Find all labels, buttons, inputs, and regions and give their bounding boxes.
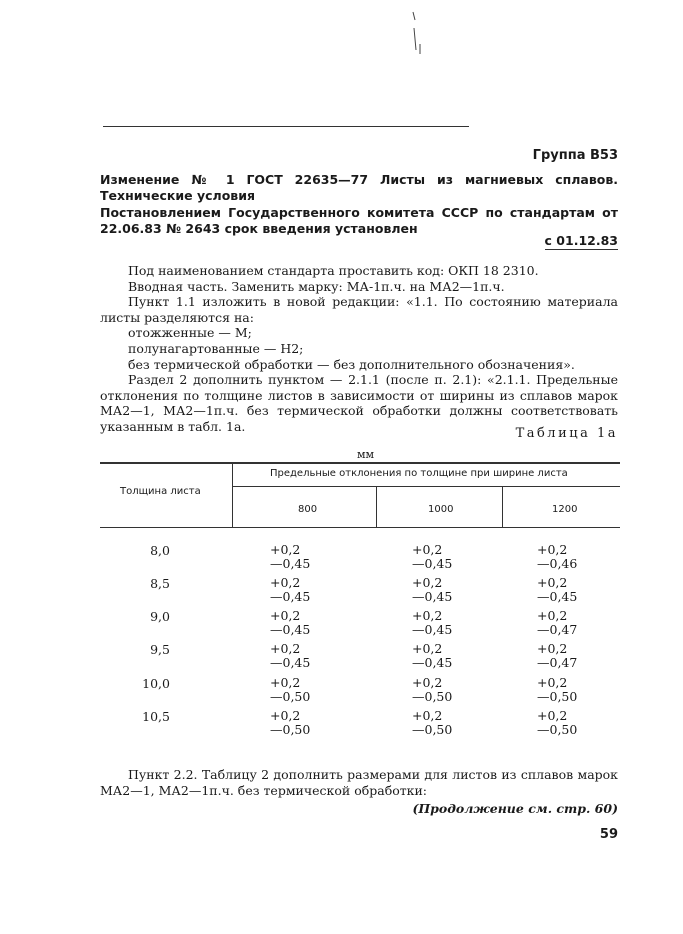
column-header-width: 1200 (552, 504, 578, 515)
upper-deviation: +0,2 (412, 542, 443, 557)
lower-deviation: —0,50 (270, 722, 311, 737)
lower-deviation: —0,45 (270, 622, 311, 637)
decree-text: Постановлением Государственного комитета СССР по стандартам от 22.06.83 № 2643 срок введения установлен (100, 205, 618, 236)
table-rule-head (100, 527, 620, 528)
thickness-value: 10,5 (142, 709, 170, 724)
deviation-cell (412, 543, 452, 571)
paragraph-1-1: Пункт 1.1 изложить в новой редакции: «1.1. По состоянию материала листы разделяются на: (100, 294, 618, 325)
deviation-cell (537, 609, 577, 637)
footer-text (100, 767, 618, 798)
upper-deviation: +0,2 (412, 675, 443, 690)
deviation-cell (537, 576, 577, 604)
lower-deviation: —0,46 (537, 556, 578, 571)
deviation-cell (270, 642, 310, 670)
body-text (100, 263, 618, 435)
table-vline (376, 486, 377, 527)
table-vline (232, 464, 233, 527)
lower-deviation: —0,50 (537, 722, 578, 737)
upper-deviation: +0,2 (537, 675, 568, 690)
upper-deviation: +0,2 (412, 708, 443, 723)
upper-deviation: +0,2 (270, 708, 301, 723)
upper-deviation: +0,2 (537, 575, 568, 590)
lower-deviation: —0,45 (412, 589, 453, 604)
column-header-width: 1000 (428, 504, 454, 515)
paragraph-intro: Вводная часть. Заменить марку: МА-1п.ч. на МА2—1п.ч. (128, 278, 505, 294)
paragraph-2-1-1: Раздел 2 дополнить пунктом — 2.1.1 (после п. 2.1): «2.1.1. Предельные отклонения по толщине листов в зависимости от ширины из сплавов марок МА2—1, МА2—1п.ч. без термической обработки должны соответствовать указанным в табл. 1а. (100, 372, 618, 434)
deviation-cell (412, 676, 452, 704)
lower-deviation: —0,47 (537, 622, 578, 637)
table-row (100, 709, 620, 742)
upper-deviation: +0,2 (412, 608, 443, 623)
lower-deviation: —0,45 (537, 589, 578, 604)
top-rule (103, 126, 469, 127)
list-item-annealed: отожженные — М; (128, 325, 252, 341)
table-row (100, 543, 620, 576)
upper-deviation: +0,2 (537, 708, 568, 723)
upper-deviation: +0,2 (270, 608, 301, 623)
table-vline (502, 486, 503, 527)
lower-deviation: —0,45 (412, 556, 453, 571)
table-row (100, 676, 620, 709)
lower-deviation: —0,50 (412, 689, 453, 704)
upper-deviation: +0,2 (270, 542, 301, 557)
change-title: Изменение № 1 ГОСТ 22635—77 Листы из магниевых сплавов. Технические условия (100, 172, 618, 203)
deviation-cell (270, 609, 310, 637)
deviation-cell (412, 609, 452, 637)
upper-deviation: +0,2 (537, 641, 568, 656)
deviation-cell (270, 543, 310, 571)
deviation-cell (270, 709, 310, 737)
column-header-deviation: Предельные отклонения по толщине при ширине листа (270, 468, 568, 479)
column-header-thickness: Толщина листа (120, 486, 201, 497)
table-unit: мм (357, 448, 375, 461)
continuation-note: (Продолжение см. стр. 60) (412, 801, 618, 816)
table-rule-mid (232, 486, 620, 487)
thickness-value: 9,5 (150, 642, 170, 657)
paragraph-2-2: Пункт 2.2. Таблицу 2 дополнить размерами для листов из сплавов марок МА2—1, МА2—1п.ч. без термической обработки: (100, 767, 618, 798)
upper-deviation: +0,2 (412, 641, 443, 656)
deviation-cell (537, 642, 577, 670)
margin-scratch-mark (410, 10, 422, 55)
upper-deviation: +0,2 (537, 542, 568, 557)
thickness-value: 8,5 (150, 576, 170, 591)
upper-deviation: +0,2 (270, 575, 301, 590)
page-number: 59 (599, 827, 618, 842)
deviation-cell (537, 676, 577, 704)
lower-deviation: —0,50 (537, 689, 578, 704)
table-label: Таблица 1а (515, 426, 618, 441)
table-rule-top (100, 462, 620, 464)
lower-deviation: —0,45 (412, 655, 453, 670)
lower-deviation: —0,47 (537, 655, 578, 670)
deviation-cell (412, 709, 452, 737)
table-row (100, 609, 620, 642)
lower-deviation: —0,45 (270, 655, 311, 670)
lower-deviation: —0,45 (270, 589, 311, 604)
deviation-cell (412, 576, 452, 604)
deviation-cell (537, 543, 577, 571)
deviation-cell (270, 576, 310, 604)
deviation-cell (412, 642, 452, 670)
table-row (100, 642, 620, 675)
list-item-semi-hard: полунагартованные — Н2; (128, 340, 304, 356)
table-row (100, 576, 620, 609)
upper-deviation: +0,2 (270, 675, 301, 690)
column-header-width: 800 (298, 504, 318, 515)
upper-deviation: +0,2 (537, 608, 568, 623)
upper-deviation: +0,2 (270, 641, 301, 656)
thickness-value: 9,0 (150, 609, 170, 624)
list-item-untreated: без термической обработки — без дополнительного обозначения». (128, 356, 575, 372)
thickness-value: 10,0 (142, 676, 170, 691)
paragraph-okp: Под наименованием стандарта проставить код: ОКП 18 2310. (128, 263, 539, 278)
lower-deviation: —0,50 (412, 722, 453, 737)
group-code: Группа B53 (532, 148, 618, 163)
upper-deviation: +0,2 (412, 575, 443, 590)
lower-deviation: —0,45 (270, 556, 311, 571)
effective-date: с 01.12.83 (544, 233, 618, 248)
deviation-cell (270, 676, 310, 704)
lower-deviation: —0,50 (270, 689, 311, 704)
lower-deviation: —0,45 (412, 622, 453, 637)
thickness-value: 8,0 (150, 543, 170, 558)
deviation-cell (537, 709, 577, 737)
